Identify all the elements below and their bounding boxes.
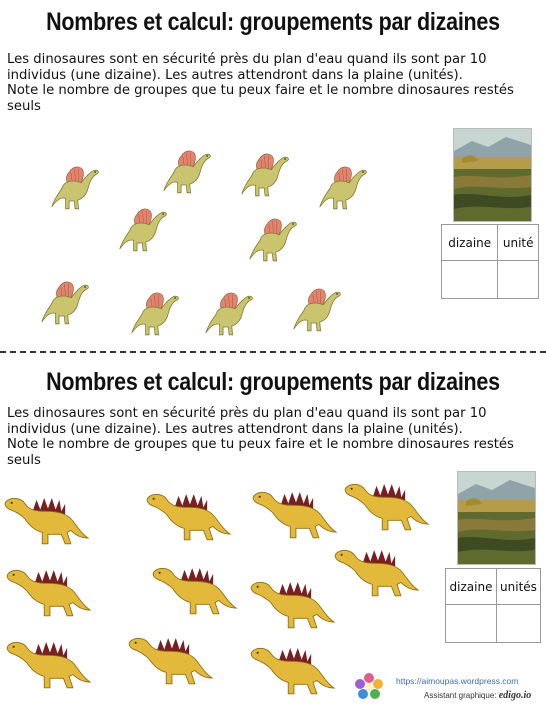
worksheet-card-1 [0, 0, 546, 350]
dinosaur-figure [118, 204, 170, 256]
tens-answer-cell[interactable] [442, 261, 498, 299]
worksheet-card-2 [0, 356, 546, 707]
landscape-illustration [453, 128, 532, 222]
card-2-instruction-task: Note le nombre de groupes que tu peux faire et le nombre dinosaures restés seuls [7, 437, 514, 468]
assistant-label: Assistant graphique: [424, 691, 497, 700]
tens-answer-cell[interactable] [446, 605, 497, 643]
dinosaur-figure [250, 574, 336, 632]
dinosaur-figure [40, 277, 92, 329]
units-column-header: unités [497, 569, 541, 605]
dinosaur-figure [344, 476, 430, 534]
dinosaur-figure [292, 284, 344, 336]
dinosaur-figure [50, 162, 102, 214]
card-2-instruction-text: Les dinosaures sont en sécurité près du plan d'eau quand ils sont par 10 individus (une dizaine). Les autres attendront dans la plaine (unités). [7, 406, 487, 437]
answer-table [441, 224, 539, 299]
dinosaur-figure [146, 486, 232, 544]
dinosaur-figure [6, 562, 92, 620]
dinosaur-figure [240, 149, 292, 201]
dinosaur-figure [4, 490, 90, 548]
card-1-instruction-text: Les dinosaures sont en sécurité près du plan d'eau quand ils sont par 10 individus (une dizaine). Les autres attendront dans la plaine (unités). [7, 52, 487, 83]
dinosaur-figure [204, 288, 256, 340]
units-column-header: unité [498, 225, 539, 261]
tens-column-header: dizaine [446, 569, 497, 605]
assistant-name: edigo.io [498, 690, 532, 701]
units-answer-cell[interactable] [497, 605, 541, 643]
dinosaur-figure [130, 288, 182, 340]
card-2-title: Nombres et calcul: groupements par dizaines [46, 368, 500, 396]
dinosaur-figure [334, 542, 420, 600]
dinosaur-figure [252, 484, 338, 542]
assistant-credit [424, 690, 531, 701]
flower-logo-icon [354, 672, 384, 700]
tens-column-header: dizaine [442, 225, 498, 261]
card-1-title: Nombres et calcul: groupements par dizaines [46, 8, 500, 36]
cut-line [0, 351, 546, 353]
dinosaur-figure [250, 640, 336, 698]
answer-table [445, 568, 541, 643]
card-2-instructions [7, 406, 537, 468]
dinosaur-figure [6, 634, 92, 692]
dinosaur-figure [318, 162, 370, 214]
dinosaur-figure [152, 560, 238, 618]
card-1-instruction-task: Note le nombre de groupes que tu peux faire et le nombre dinosaures restés seuls [7, 83, 514, 114]
dinosaur-figure [128, 630, 214, 688]
dinosaur-figure [162, 146, 214, 198]
dinosaur-figure [248, 214, 300, 266]
website-url[interactable]: https://aimoupas.wordpress.com [396, 676, 519, 686]
card-1-instructions [7, 52, 537, 114]
landscape-illustration [457, 471, 536, 565]
units-answer-cell[interactable] [498, 261, 539, 299]
